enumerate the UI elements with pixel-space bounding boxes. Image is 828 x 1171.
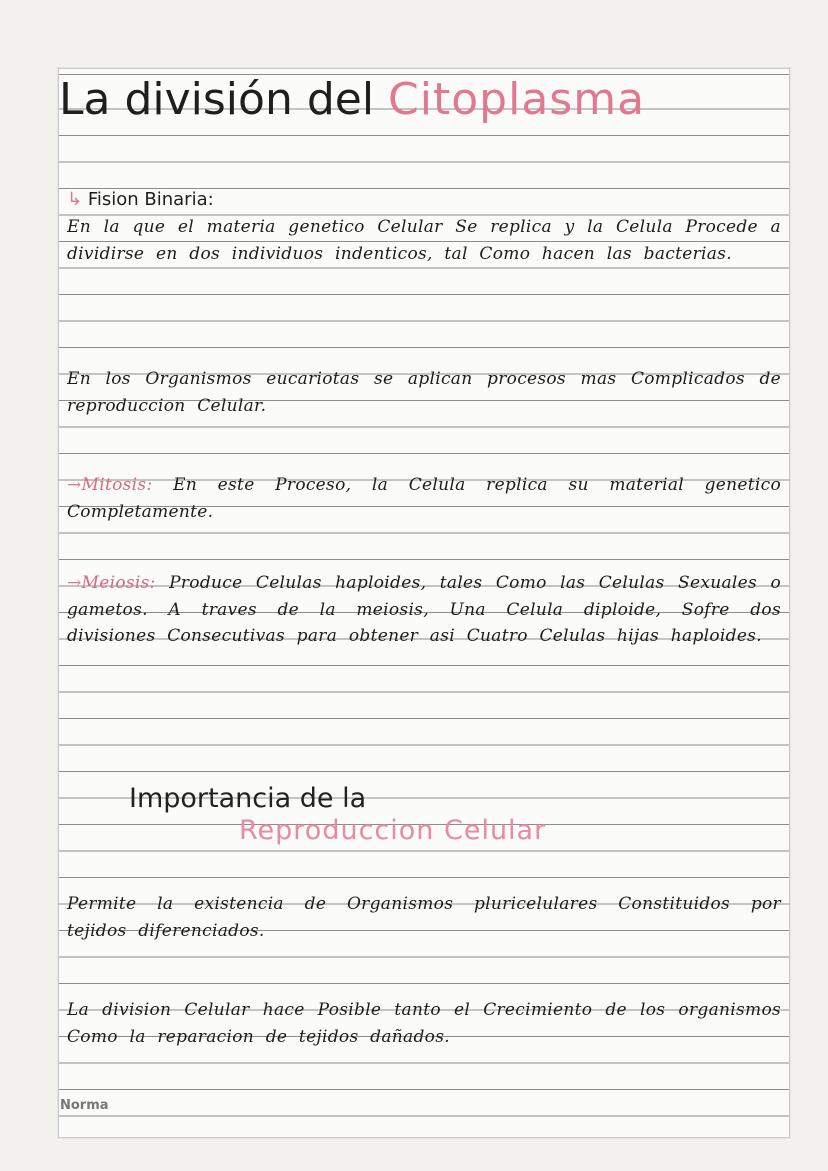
arrow-right-icon: → [67,475,82,495]
division-paragraph: La division Celular hace Posible tanto el Crecimiento de los organismos Como la reparacion de tejidos dañados. [67,1000,781,1047]
mitosis-text: En este Proceso, la Celula replica su material genetico Completamente. [67,475,781,522]
importancia-title-line2: Reproduccion Celular [239,815,547,846]
permite-paragraph: Permite la existencia de Organismos pluricelulares Constituidos por tejidos diferenciados. [67,894,781,941]
arrow-right-icon: → [67,573,82,593]
meiosis-paragraph [67,570,781,650]
fision-heading [67,187,214,214]
importancia-title-line1: Importancia de la [129,783,367,814]
arrow-icon: ↳ [67,189,83,210]
mitosis-paragraph [67,472,781,525]
title-part-pink: Citoplasma [388,74,646,125]
fision-paragraph: En la que el materia genetico Celular Se replica y la Celula Procede a dividirse en dos individuos indenticos, tal Como hacen las bacterias. [67,217,781,264]
page-title [59,73,789,127]
eucariotas-paragraph: En los Organismos eucariotas se aplican procesos mas Complicados de reproduccion Celular. [67,369,781,416]
notebook-page [58,68,790,1138]
norma-logo: Norma [60,1098,109,1113]
meiosis-label: Meiosis: [81,573,156,593]
mitosis-label: Mitosis: [81,475,153,495]
meiosis-text: Produce Celulas haploides, tales Como las Celulas Sexuales o gametos. A traves de la meiosis, Una Celula diploide, Sofre dos divisiones Consecutivas para obtener asi Cuatro Celulas hijas haploides. [67,573,781,646]
title-part-dark: La división del [59,74,375,125]
fision-heading-label: Fision Binaria: [87,189,214,210]
